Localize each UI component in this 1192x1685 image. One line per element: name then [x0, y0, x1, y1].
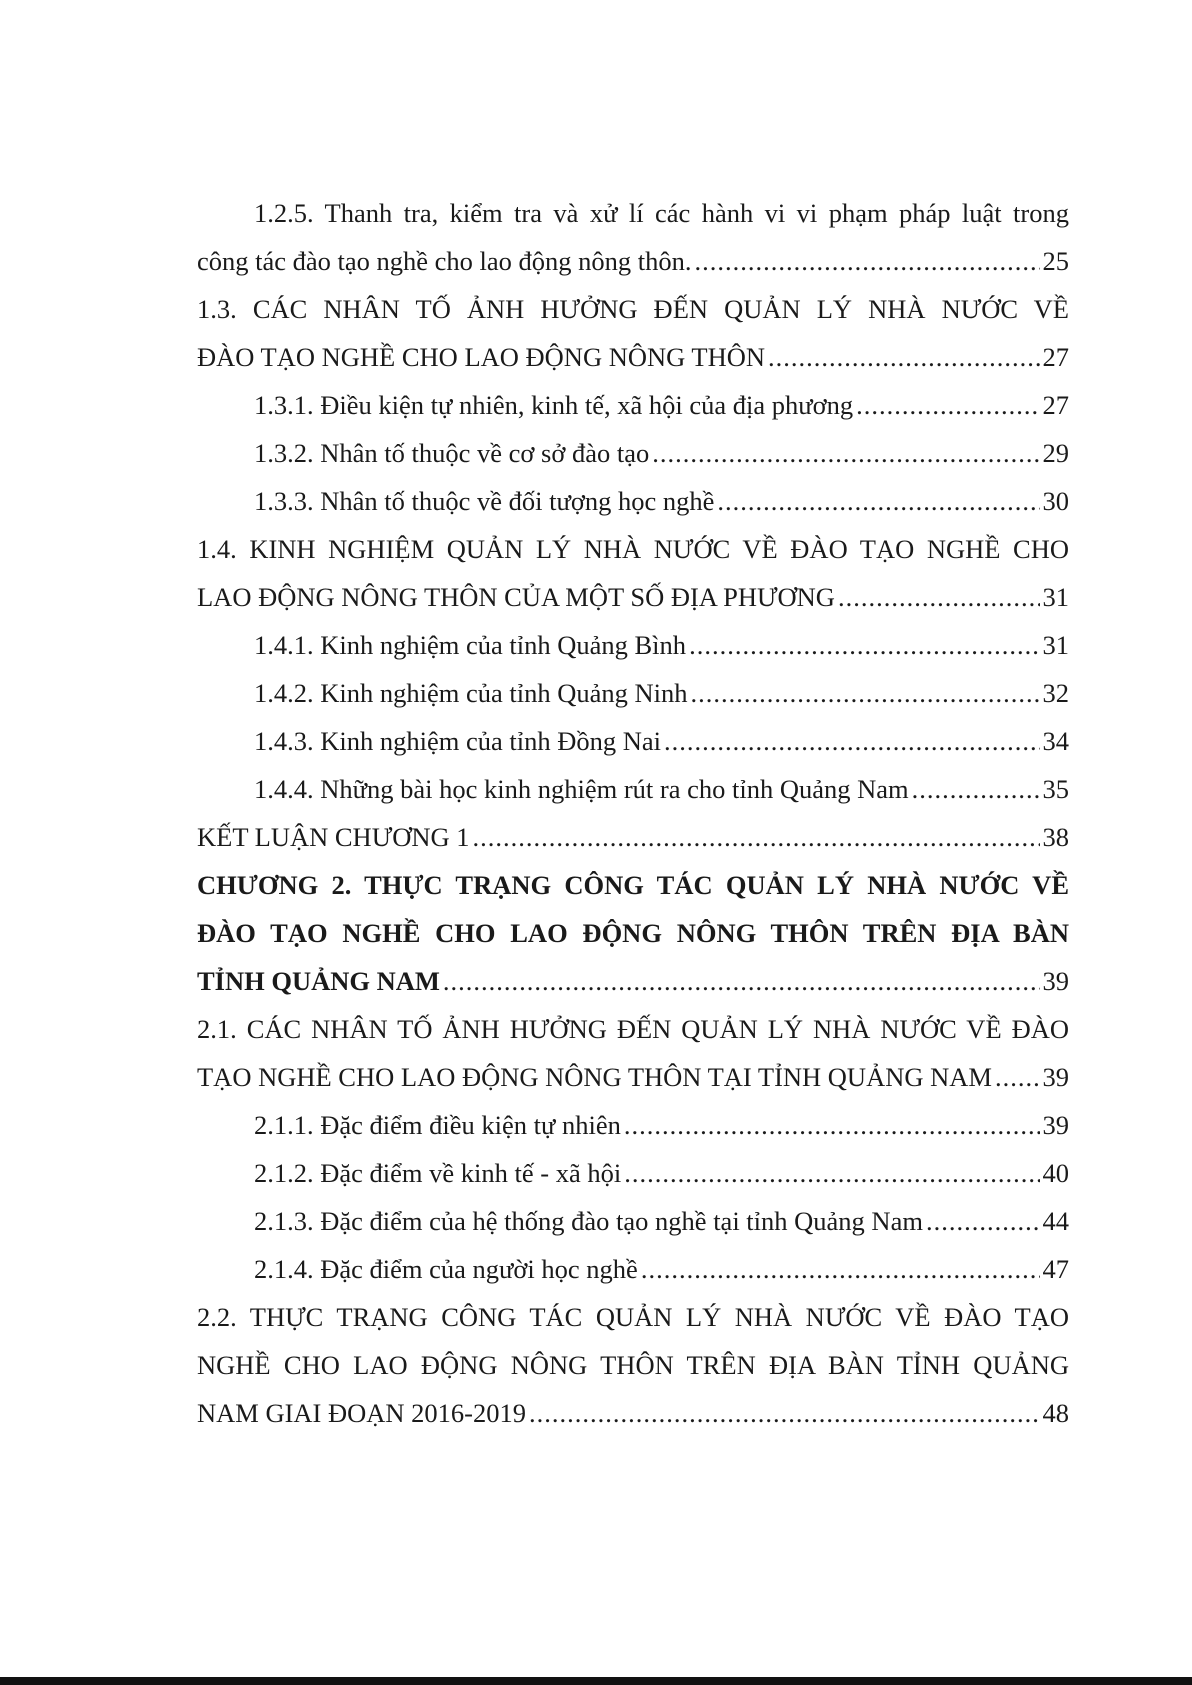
- dot-leader: [695, 237, 1040, 285]
- toc-entry-text: 1.3. CÁC NHÂN TỐ ẢNH HƯỞNG ĐẾN QUẢN LÝ NHÀ NƯỚC VỀ: [197, 294, 1069, 324]
- toc-entry-text: LAO ĐỘNG NÔNG THÔN CỦA MỘT SỐ ĐỊA PHƯƠNG: [197, 582, 835, 612]
- toc-entry-text: 1.2.5. Thanh tra, kiểm tra và xử lí các hành vi vi phạm pháp luật trong: [254, 198, 1069, 228]
- toc-entry-text: 1.4. KINH NGHIỆM QUẢN LÝ NHÀ NƯỚC VỀ ĐÀO TẠO NGHỀ CHO: [197, 534, 1069, 564]
- toc-entry-text: 2.1. CÁC NHÂN TỐ ẢNH HƯỞNG ĐẾN QUẢN LÝ NHÀ NƯỚC VỀ ĐÀO: [197, 1014, 1069, 1044]
- toc-entry-1-4-2[interactable]: [197, 669, 1069, 717]
- dot-leader: [443, 957, 1040, 1005]
- toc-entry-text: 2.1.4. Đặc điểm của người học nghề: [254, 1254, 638, 1284]
- toc-entry-1-3-3[interactable]: [197, 477, 1069, 525]
- toc-entry-2-2[interactable]: [197, 1293, 1069, 1437]
- toc-entry-1-4[interactable]: [197, 525, 1069, 621]
- dot-leader: [689, 621, 1039, 669]
- toc-entry-1-3[interactable]: [197, 285, 1069, 381]
- toc-entry-1-2-5[interactable]: [197, 189, 1069, 285]
- dot-leader: [624, 1101, 1040, 1149]
- toc-entry-ket-luan-1[interactable]: [197, 813, 1069, 861]
- toc-page-number: 27: [1042, 342, 1069, 372]
- toc-page-number: 29: [1042, 438, 1069, 468]
- toc-page-number: 48: [1042, 1398, 1069, 1428]
- toc-entry-text: KẾT LUẬN CHƯƠNG 1: [197, 822, 470, 852]
- toc-entry-text: 1.3.2. Nhân tố thuộc về cơ sở đào tạo: [254, 438, 650, 468]
- toc-entry-chapter-2[interactable]: [197, 861, 1069, 1005]
- toc-page-number: 31: [1042, 582, 1069, 612]
- dot-leader: [529, 1389, 1039, 1437]
- toc-entry-text: 1.4.4. Những bài học kinh nghiệm rút ra cho tỉnh Quảng Nam: [254, 774, 909, 804]
- toc-page-number: 47: [1042, 1254, 1069, 1284]
- toc-page-number: 38: [1042, 822, 1069, 852]
- toc-entry-text: 2.1.3. Đặc điểm của hệ thống đào tạo nghề tại tỉnh Quảng Nam: [254, 1206, 923, 1236]
- dot-leader: [473, 813, 1040, 861]
- toc-entry-1-4-4[interactable]: [197, 765, 1069, 813]
- toc-page-number: 30: [1042, 486, 1069, 516]
- toc-entry-text: TẠO NGHỀ CHO LAO ĐỘNG NÔNG THÔN TẠI TỈNH QUẢNG NAM: [197, 1062, 992, 1092]
- dot-leader: [641, 1245, 1040, 1293]
- dot-leader: [768, 333, 1039, 381]
- toc-entry-text: 1.4.1. Kinh nghiệm của tỉnh Quảng Bình: [254, 630, 687, 660]
- toc-entry-2-1[interactable]: [197, 1005, 1069, 1101]
- toc-entry-text: NAM GIAI ĐOẠN 2016-2019: [197, 1398, 527, 1428]
- toc-entry-1-4-1[interactable]: [197, 621, 1069, 669]
- toc-entry-text: 1.4.2. Kinh nghiệm của tỉnh Quảng Ninh: [254, 678, 688, 708]
- dot-leader: [652, 429, 1039, 477]
- toc-page-number: 44: [1042, 1206, 1069, 1236]
- toc-page-number: 39: [1042, 1062, 1069, 1092]
- dot-leader: [912, 765, 1040, 813]
- dot-leader: [838, 573, 1040, 621]
- toc-entry-text: ĐÀO TẠO NGHỀ CHO LAO ĐỘNG NÔNG THÔN: [197, 342, 766, 372]
- toc-page-number: 35: [1042, 774, 1069, 804]
- toc-entry-1-3-2[interactable]: [197, 429, 1069, 477]
- toc-page-number: 27: [1042, 390, 1069, 420]
- toc-page-number: 39: [1042, 966, 1069, 996]
- table-of-contents: [197, 189, 1069, 1437]
- page-bottom-edge: [0, 1677, 1192, 1685]
- toc-entry-text: 2.1.1. Đặc điểm điều kiện tự nhiên: [254, 1110, 621, 1140]
- toc-entry-text: 2.2. THỰC TRẠNG CÔNG TÁC QUẢN LÝ NHÀ NƯỚC VỀ ĐÀO TẠO: [197, 1302, 1069, 1332]
- toc-entry-1-3-1[interactable]: [197, 381, 1069, 429]
- toc-page-number: 31: [1042, 630, 1069, 660]
- dot-leader: [856, 381, 1039, 429]
- toc-page-number: 40: [1042, 1158, 1069, 1188]
- toc-entry-text: NGHỀ CHO LAO ĐỘNG NÔNG THÔN TRÊN ĐỊA BÀN TỈNH QUẢNG: [197, 1350, 1069, 1380]
- toc-entry-text: TỈNH QUẢNG NAM: [197, 966, 440, 996]
- dot-leader: [624, 1149, 1039, 1197]
- toc-entry-2-1-3[interactable]: [197, 1197, 1069, 1245]
- dot-leader: [691, 669, 1040, 717]
- dot-leader: [995, 1053, 1040, 1101]
- toc-entry-2-1-1[interactable]: [197, 1101, 1069, 1149]
- dot-leader: [717, 477, 1039, 525]
- toc-entry-1-4-3[interactable]: [197, 717, 1069, 765]
- toc-page-number: 39: [1042, 1110, 1069, 1140]
- toc-entry-text: 1.3.3. Nhân tố thuộc về đối tượng học nghề: [254, 486, 715, 516]
- toc-entry-text: 2.1.2. Đặc điểm về kinh tế - xã hội: [254, 1158, 622, 1188]
- toc-page-number: 25: [1042, 246, 1069, 276]
- dot-leader: [926, 1197, 1040, 1245]
- toc-page-number: 32: [1042, 678, 1069, 708]
- toc-page-number: 34: [1042, 726, 1069, 756]
- toc-entry-text: 1.3.1. Điều kiện tự nhiên, kinh tế, xã hội của địa phương: [254, 390, 854, 420]
- toc-entry-text: 1.4.3. Kinh nghiệm của tỉnh Đồng Nai: [254, 726, 662, 756]
- toc-entry-text: ĐÀO TẠO NGHỀ CHO LAO ĐỘNG NÔNG THÔN TRÊN ĐỊA BÀN: [197, 918, 1069, 948]
- toc-entry-2-1-2[interactable]: [197, 1149, 1069, 1197]
- toc-entry-2-1-4[interactable]: [197, 1245, 1069, 1293]
- toc-entry-text: CHƯƠNG 2. THỰC TRẠNG CÔNG TÁC QUẢN LÝ NHÀ NƯỚC VỀ: [197, 870, 1069, 900]
- toc-entry-text: công tác đào tạo nghề cho lao động nông thôn.: [197, 246, 692, 276]
- dot-leader: [664, 717, 1039, 765]
